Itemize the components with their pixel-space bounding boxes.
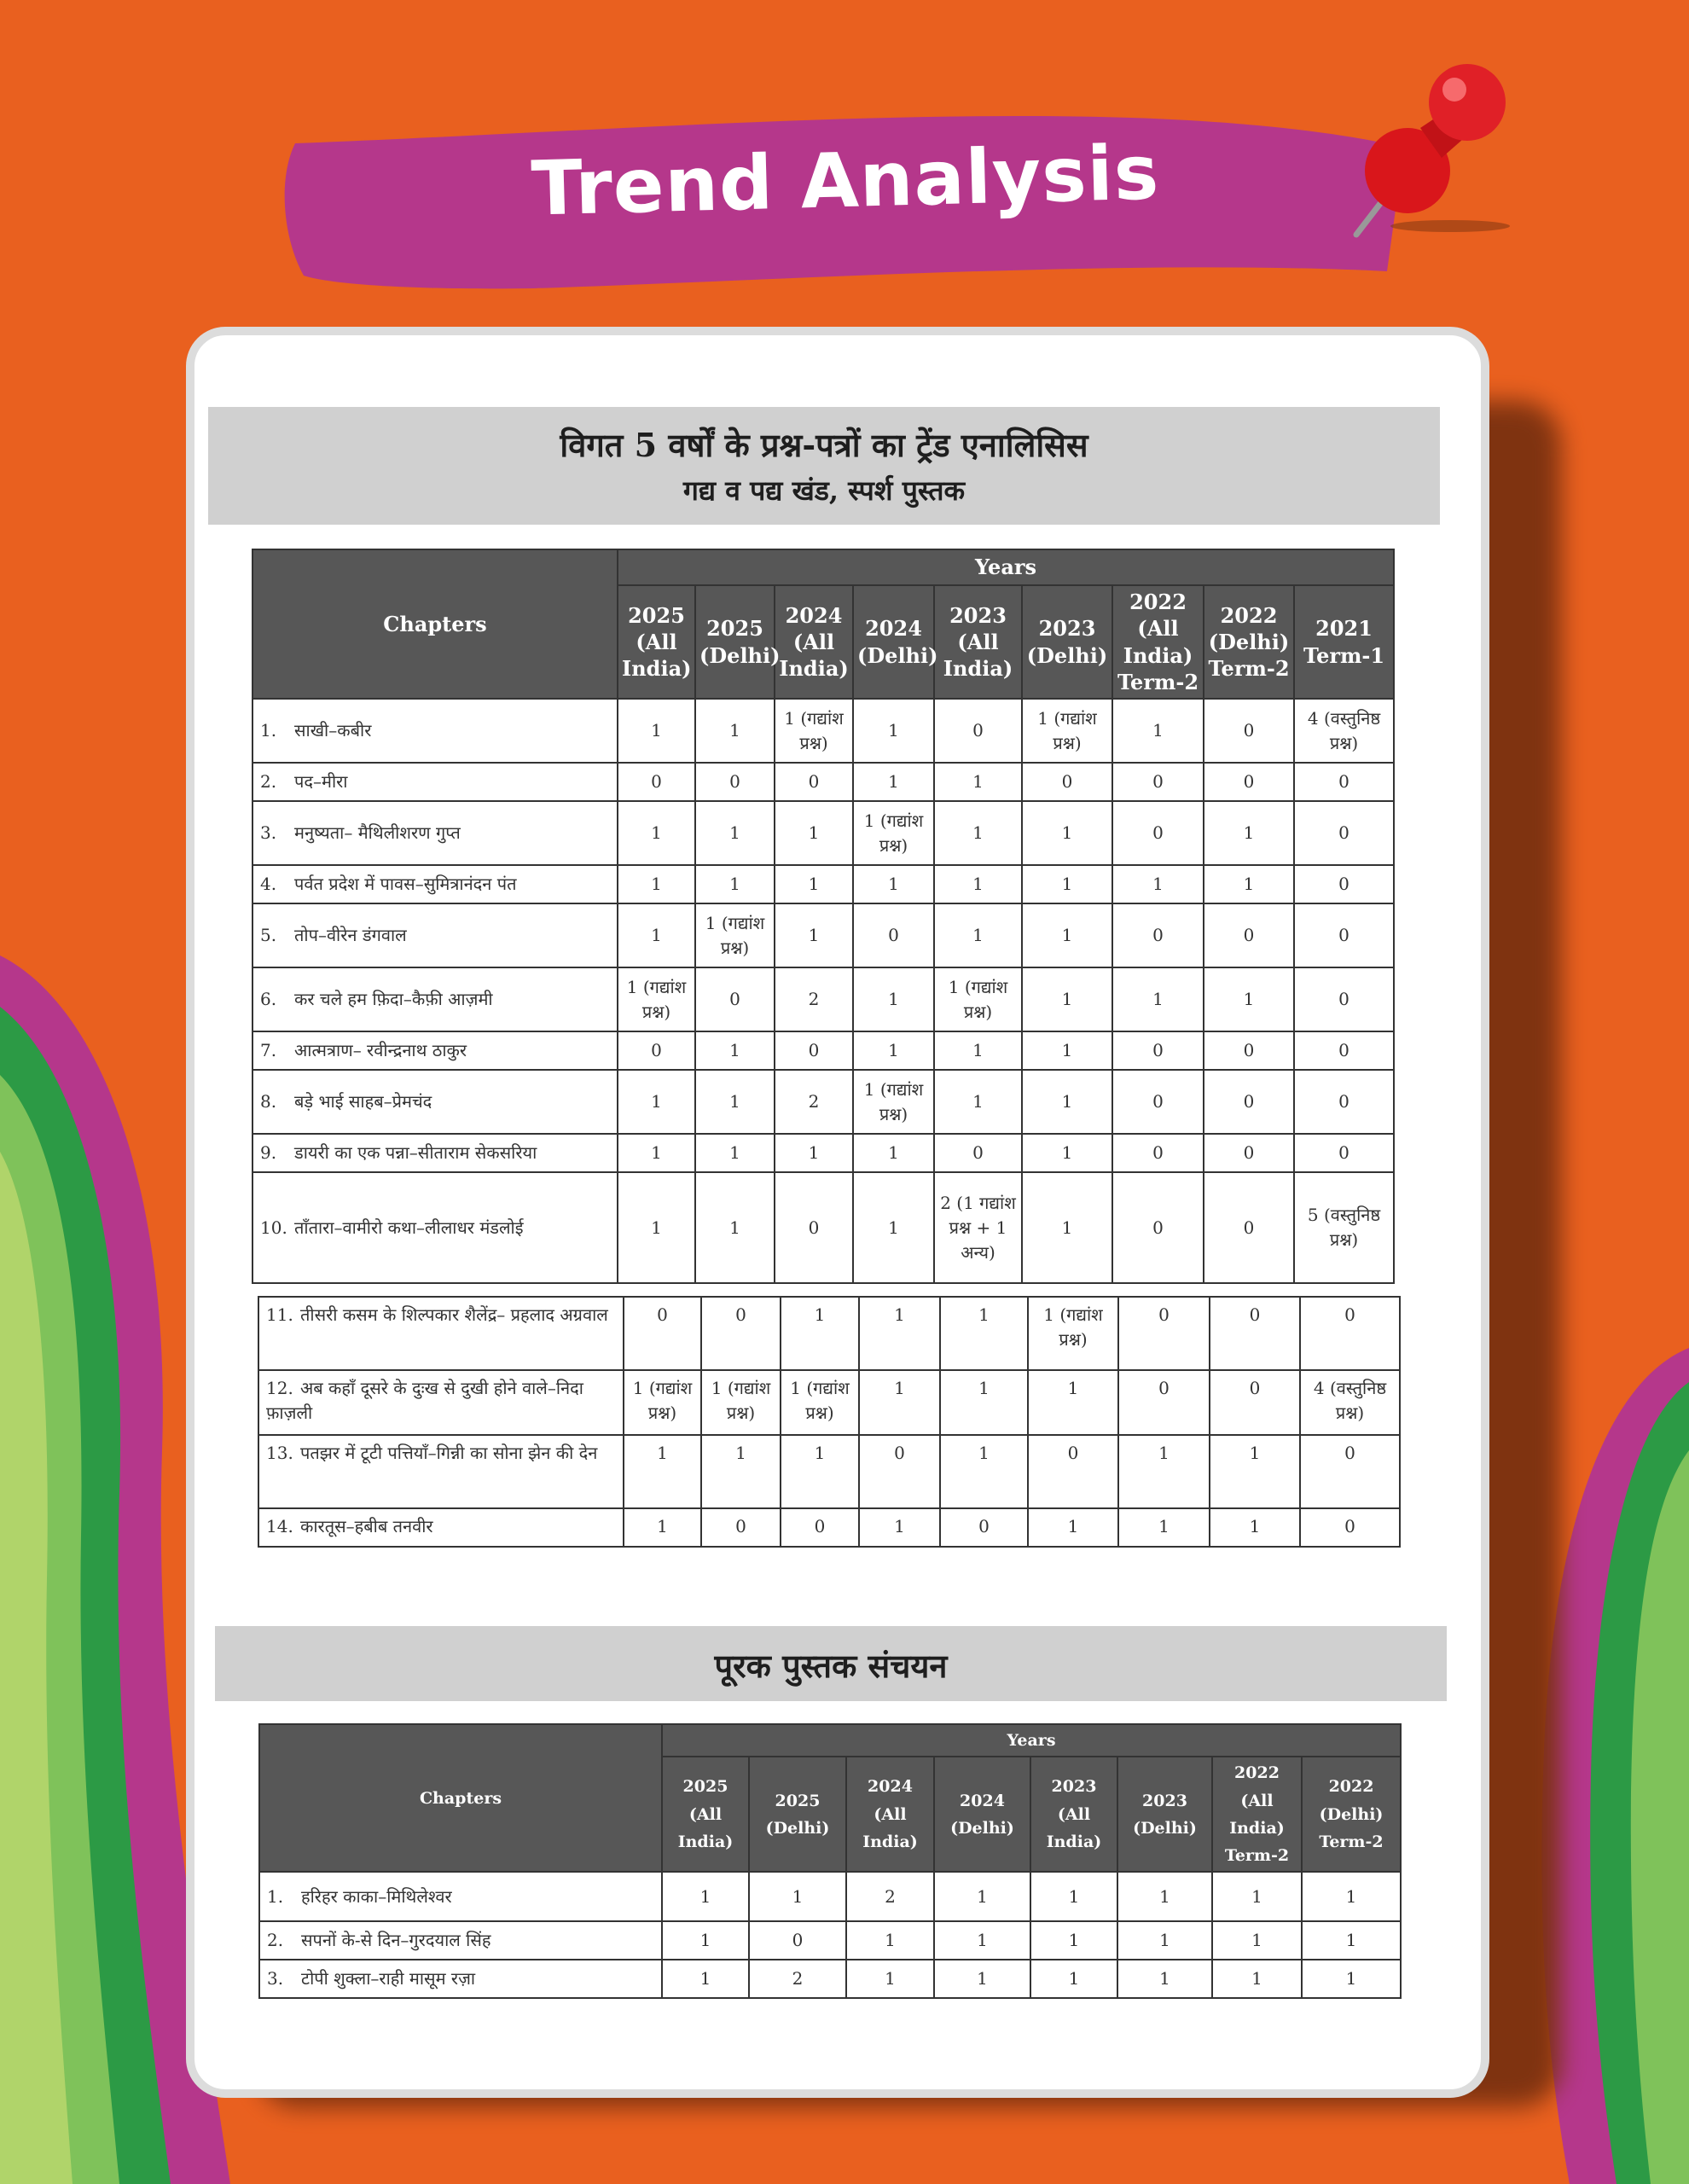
value-cell: 1 xyxy=(1302,1921,1401,1960)
value-cell: 0 xyxy=(1294,903,1394,967)
value-cell: 1 xyxy=(1022,1172,1112,1283)
year-header: 2022 (All India) Term-2 xyxy=(1212,1757,1302,1872)
chapter-cell xyxy=(252,1134,618,1172)
value-cell: 1 xyxy=(695,1031,775,1070)
value-cell: 1 xyxy=(1028,1370,1118,1435)
value-cell: 1 xyxy=(695,1070,775,1134)
value-cell: 1 xyxy=(775,865,853,903)
value-cell: 1 xyxy=(853,1031,934,1070)
value-cell: 1 xyxy=(934,1031,1022,1070)
table-row xyxy=(252,801,1394,865)
value-cell: 1 xyxy=(1210,1435,1300,1508)
value-cell: 1 xyxy=(853,967,934,1031)
value-cell: 1 xyxy=(624,1435,701,1508)
value-cell: 1 (गद्यांश प्रश्न) xyxy=(853,1070,934,1134)
value-cell: 0 xyxy=(775,1031,853,1070)
value-cell: 0 xyxy=(775,1172,853,1283)
value-cell: 0 xyxy=(1210,1370,1300,1435)
value-cell: 0 xyxy=(1204,1134,1294,1172)
table-row xyxy=(252,1031,1394,1070)
trend-table-continued xyxy=(258,1296,1401,1548)
table-row xyxy=(258,1297,1400,1370)
chapter-name: कारतूस–हबीब तनवीर xyxy=(300,1516,433,1536)
chapters-header: Chapters xyxy=(252,549,618,699)
value-cell: 0 xyxy=(1300,1435,1400,1508)
value-cell: 1 (गद्यांश प्रश्न) xyxy=(781,1370,859,1435)
value-cell: 1 xyxy=(1212,1872,1302,1921)
year-header: 2024 (All India) xyxy=(775,585,853,699)
chapter-cell xyxy=(258,1508,624,1547)
value-cell: 1 xyxy=(1118,1435,1210,1508)
value-cell: 0 xyxy=(1204,903,1294,967)
value-cell: 1 xyxy=(1030,1960,1117,1998)
value-cell: 1 xyxy=(1022,865,1112,903)
supplementary-table xyxy=(258,1723,1402,1999)
value-cell: 1 xyxy=(1210,1508,1300,1547)
value-cell: 2 xyxy=(775,1070,853,1134)
chapter-name: ताँतारा–वामीरो कथा–लीलाधर मंडलोई xyxy=(294,1217,524,1238)
value-cell: 1 xyxy=(853,1134,934,1172)
chapter-name: पद–मीरा xyxy=(294,771,348,792)
value-cell: 1 xyxy=(1302,1872,1401,1921)
value-cell: 0 xyxy=(624,1297,701,1370)
chapter-name: हरिहर काका–मिथिलेश्वर xyxy=(301,1885,452,1907)
value-cell: 1 xyxy=(662,1960,749,1998)
value-cell: 0 xyxy=(1028,1435,1118,1508)
value-cell: 1 (गद्यांश प्रश्न) xyxy=(775,699,853,763)
table-row xyxy=(252,865,1394,903)
value-cell: 1 xyxy=(1117,1872,1212,1921)
year-header: 2024 (Delhi) xyxy=(853,585,934,699)
chapter-number: 9. xyxy=(260,1142,277,1163)
chapter-cell xyxy=(252,1172,618,1283)
section-heading-trend xyxy=(208,407,1440,525)
value-cell: 0 xyxy=(1294,865,1394,903)
value-cell: 1 xyxy=(934,903,1022,967)
value-cell: 1 xyxy=(695,801,775,865)
value-cell: 1 xyxy=(1022,967,1112,1031)
chapters-header: Chapters xyxy=(259,1724,662,1872)
chapter-name: कर चले हम फ़िदा–कैफ़ी आज़मी xyxy=(294,989,493,1009)
value-cell: 1 xyxy=(853,699,934,763)
value-cell: 1 xyxy=(618,801,695,865)
value-cell: 1 xyxy=(934,1872,1030,1921)
value-cell: 1 (गद्यांश प्रश्न) xyxy=(618,967,695,1031)
value-cell: 1 xyxy=(859,1297,940,1370)
value-cell: 1 xyxy=(618,1134,695,1172)
value-cell: 1 xyxy=(662,1872,749,1921)
chapter-number: 5. xyxy=(260,925,277,945)
value-cell: 1 xyxy=(775,903,853,967)
table-row xyxy=(259,1921,1401,1960)
chapter-cell xyxy=(252,1031,618,1070)
value-cell: 1 xyxy=(846,1921,934,1960)
value-cell: 0 xyxy=(1112,801,1204,865)
value-cell: 1 xyxy=(775,1134,853,1172)
value-cell: 0 xyxy=(1204,1172,1294,1283)
value-cell: 1 (गद्यांश प्रश्न) xyxy=(1028,1297,1118,1370)
value-cell: 0 xyxy=(695,967,775,1031)
year-header: 2024 (Delhi) xyxy=(934,1757,1030,1872)
chapter-name: तोप–वीरेन डंगवाल xyxy=(294,925,407,945)
value-cell: 1 (गद्यांश प्रश्न) xyxy=(701,1370,781,1435)
value-cell: 1 xyxy=(1030,1872,1117,1921)
chapter-number: 2. xyxy=(260,771,277,792)
value-cell: 1 xyxy=(934,1921,1030,1960)
value-cell: 1 xyxy=(618,865,695,903)
value-cell: 0 xyxy=(1112,1031,1204,1070)
year-header: 2024 (All India) xyxy=(846,1757,934,1872)
value-cell: 1 xyxy=(940,1370,1028,1435)
value-cell: 0 xyxy=(749,1921,846,1960)
year-header: 2021 Term-1 xyxy=(1294,585,1394,699)
table-row xyxy=(258,1508,1400,1547)
chapter-number: 11. xyxy=(266,1304,293,1325)
year-header: 2025 (Delhi) xyxy=(695,585,775,699)
value-cell: 1 xyxy=(695,865,775,903)
chapter-cell xyxy=(252,699,618,763)
value-cell: 1 xyxy=(1204,967,1294,1031)
chapter-name: टोपी शुक्ला–राही मासूम रज़ा xyxy=(301,1968,476,1989)
chapter-cell xyxy=(259,1921,662,1960)
year-header: 2022 (Delhi) Term-2 xyxy=(1302,1757,1401,1872)
chapter-name: सपनों के-से दिन–गुरदयाल सिंह xyxy=(301,1930,491,1951)
table-row xyxy=(252,967,1394,1031)
value-cell: 1 xyxy=(940,1297,1028,1370)
table-row xyxy=(252,699,1394,763)
value-cell: 1 xyxy=(1117,1921,1212,1960)
value-cell: 1 xyxy=(749,1872,846,1921)
value-cell: 0 xyxy=(1112,1134,1204,1172)
value-cell: 1 (गद्यांश प्रश्न) xyxy=(934,967,1022,1031)
chapter-cell xyxy=(258,1370,624,1435)
value-cell: 1 xyxy=(1028,1508,1118,1547)
chapter-cell xyxy=(252,763,618,801)
section-title: पूरक पुस्तक संचयन xyxy=(714,1647,948,1685)
value-cell: 0 xyxy=(1118,1297,1210,1370)
chapter-cell xyxy=(259,1960,662,1998)
value-cell: 0 xyxy=(1022,763,1112,801)
value-cell: 0 xyxy=(775,763,853,801)
trend-table xyxy=(252,549,1395,1284)
value-cell: 0 xyxy=(618,763,695,801)
value-cell: 0 xyxy=(618,1031,695,1070)
table-row xyxy=(252,1172,1394,1283)
value-cell: 0 xyxy=(940,1508,1028,1547)
value-cell: 0 xyxy=(1294,1134,1394,1172)
value-cell: 1 xyxy=(781,1435,859,1508)
chapter-name: आत्मत्राण– रवीन्द्रनाथ ठाकुर xyxy=(294,1040,467,1060)
value-cell: 1 xyxy=(934,865,1022,903)
value-cell: 1 xyxy=(859,1508,940,1547)
value-cell: 1 xyxy=(934,1070,1022,1134)
value-cell: 0 xyxy=(1300,1508,1400,1547)
value-cell: 1 xyxy=(1204,865,1294,903)
chapter-name: साखी–कबीर xyxy=(294,720,372,741)
value-cell: 2 (1 गद्यांश प्रश्न + 1 अन्य) xyxy=(934,1172,1022,1283)
table-row xyxy=(252,1134,1394,1172)
value-cell: 1 (गद्यांश प्रश्न) xyxy=(1022,699,1112,763)
value-cell: 1 xyxy=(934,801,1022,865)
value-cell: 0 xyxy=(1294,967,1394,1031)
chapter-name: डायरी का एक पन्ना–सीताराम सेकसरिया xyxy=(294,1142,537,1163)
chapter-cell xyxy=(252,903,618,967)
chapter-number: 12. xyxy=(266,1378,293,1398)
table-row xyxy=(252,1070,1394,1134)
value-cell: 1 xyxy=(662,1921,749,1960)
value-cell: 4 (वस्तुनिष्ठ प्रश्न) xyxy=(1294,699,1394,763)
chapter-cell xyxy=(252,865,618,903)
value-cell: 0 xyxy=(1204,1031,1294,1070)
chapter-number: 7. xyxy=(260,1040,277,1060)
value-cell: 1 xyxy=(940,1435,1028,1508)
value-cell: 0 xyxy=(781,1508,859,1547)
page-title: Trend Analysis xyxy=(530,128,1161,233)
value-cell: 0 xyxy=(1294,763,1394,801)
value-cell: 1 xyxy=(701,1435,781,1508)
value-cell: 0 xyxy=(1112,1172,1204,1283)
chapter-number: 13. xyxy=(266,1443,293,1463)
value-cell: 1 xyxy=(1022,1070,1112,1134)
section-heading-supplementary xyxy=(215,1626,1447,1701)
chapter-number: 1. xyxy=(267,1885,284,1907)
value-cell: 2 xyxy=(749,1960,846,1998)
chapter-name: मनुष्यता– मैथिलीशरण गुप्त xyxy=(294,822,461,843)
value-cell: 1 xyxy=(695,699,775,763)
value-cell: 1 xyxy=(1117,1960,1212,1998)
value-cell: 1 xyxy=(618,699,695,763)
chapter-number: 1. xyxy=(260,720,277,741)
value-cell: 0 xyxy=(1112,763,1204,801)
chapter-number: 4. xyxy=(260,874,277,894)
section-subtitle: गद्य व पद्य खंड, स्पर्श पुस्तक xyxy=(682,474,966,507)
chapter-name: पर्वत प्रदेश में पावस–सुमित्रानंदन पंत xyxy=(294,874,517,894)
value-cell: 1 xyxy=(775,801,853,865)
year-header: 2023 (Delhi) xyxy=(1022,585,1112,699)
years-header: Years xyxy=(618,549,1394,585)
chapter-name: तीसरी कसम के शिल्पकार शैलेंद्र– प्रहलाद अग्रवाल xyxy=(300,1304,608,1325)
value-cell: 0 xyxy=(1204,763,1294,801)
value-cell: 0 xyxy=(934,699,1022,763)
value-cell: 4 (वस्तुनिष्ठ प्रश्न) xyxy=(1300,1370,1400,1435)
value-cell: 1 (गद्यांश प्रश्न) xyxy=(624,1370,701,1435)
table-row xyxy=(258,1435,1400,1508)
year-header: 2022 (Delhi) Term-2 xyxy=(1204,585,1294,699)
value-cell: 0 xyxy=(934,1134,1022,1172)
value-cell: 0 xyxy=(1300,1297,1400,1370)
value-cell: 0 xyxy=(1294,1031,1394,1070)
value-cell: 1 xyxy=(853,865,934,903)
value-cell: 1 xyxy=(1302,1960,1401,1998)
value-cell: 0 xyxy=(853,903,934,967)
value-cell: 1 xyxy=(853,763,934,801)
chapter-cell xyxy=(258,1297,624,1370)
value-cell: 1 xyxy=(1022,1134,1112,1172)
value-cell: 1 xyxy=(618,1172,695,1283)
value-cell: 1 xyxy=(781,1297,859,1370)
value-cell: 5 (वस्तुनिष्ठ प्रश्न) xyxy=(1294,1172,1394,1283)
value-cell: 1 xyxy=(1118,1508,1210,1547)
value-cell: 1 xyxy=(1112,967,1204,1031)
value-cell: 1 xyxy=(1212,1921,1302,1960)
chapter-number: 10. xyxy=(260,1217,287,1238)
value-cell: 1 xyxy=(1204,801,1294,865)
value-cell: 0 xyxy=(1204,699,1294,763)
chapter-cell xyxy=(259,1872,662,1921)
value-cell: 0 xyxy=(1204,1070,1294,1134)
table-row xyxy=(259,1960,1401,1998)
chapter-number: 3. xyxy=(260,822,277,843)
chapter-name: अब कहाँ दूसरे के दुःख से दुखी होने वाले–निदा फ़ाज़ली xyxy=(266,1378,583,1423)
value-cell: 2 xyxy=(775,967,853,1031)
year-header: 2025 (Delhi) xyxy=(749,1757,846,1872)
value-cell: 1 (गद्यांश प्रश्न) xyxy=(695,903,775,967)
value-cell: 0 xyxy=(1112,903,1204,967)
chapter-number: 6. xyxy=(260,989,277,1009)
value-cell: 1 xyxy=(1022,1031,1112,1070)
value-cell: 1 xyxy=(1112,865,1204,903)
value-cell: 0 xyxy=(1118,1370,1210,1435)
value-cell: 1 xyxy=(618,1070,695,1134)
table-row xyxy=(258,1370,1400,1435)
chapter-cell xyxy=(258,1435,624,1508)
value-cell: 1 xyxy=(618,903,695,967)
chapter-cell xyxy=(252,967,618,1031)
section-title: विगत 5 वर्षों के प्रश्न-पत्रों का ट्रेंड एनालिसिस xyxy=(560,426,1088,464)
value-cell: 0 xyxy=(695,763,775,801)
year-header: 2025 (All India) xyxy=(618,585,695,699)
chapter-cell xyxy=(252,801,618,865)
value-cell: 1 xyxy=(846,1960,934,1998)
chapter-number: 14. xyxy=(266,1516,293,1536)
value-cell: 1 xyxy=(1030,1921,1117,1960)
value-cell: 1 xyxy=(1212,1960,1302,1998)
value-cell: 1 xyxy=(695,1134,775,1172)
chapter-number: 8. xyxy=(260,1091,277,1112)
year-header: 2023 (Delhi) xyxy=(1117,1757,1212,1872)
value-cell: 0 xyxy=(1294,1070,1394,1134)
table-row xyxy=(259,1872,1401,1921)
value-cell: 1 xyxy=(624,1508,701,1547)
value-cell: 1 xyxy=(853,1172,934,1283)
value-cell: 0 xyxy=(701,1508,781,1547)
value-cell: 1 xyxy=(934,1960,1030,1998)
chapter-name: बड़े भाई साहब–प्रेमचंद xyxy=(294,1091,432,1112)
value-cell: 1 xyxy=(1112,699,1204,763)
chapter-name: पतझर में टूटी पत्तियाँ–गिन्नी का सोना झेन की देन xyxy=(300,1443,598,1463)
year-header: 2023 (All India) xyxy=(1030,1757,1117,1872)
year-header: 2022 (All India) Term-2 xyxy=(1112,585,1204,699)
year-header: 2025 (All India) xyxy=(662,1757,749,1872)
year-header: 2023 (All India) xyxy=(934,585,1022,699)
value-cell: 1 xyxy=(1022,903,1112,967)
value-cell: 0 xyxy=(859,1435,940,1508)
value-cell: 1 xyxy=(859,1370,940,1435)
chapter-number: 3. xyxy=(267,1968,284,1989)
value-cell: 2 xyxy=(846,1872,934,1921)
push-pin-icon xyxy=(1339,51,1510,247)
table-row xyxy=(252,903,1394,967)
value-cell: 1 xyxy=(1022,801,1112,865)
value-cell: 0 xyxy=(1112,1070,1204,1134)
table-row xyxy=(252,763,1394,801)
value-cell: 1 xyxy=(695,1172,775,1283)
value-cell: 1 xyxy=(934,763,1022,801)
value-cell: 1 (गद्यांश प्रश्न) xyxy=(853,801,934,865)
chapter-number: 2. xyxy=(267,1930,284,1951)
value-cell: 0 xyxy=(1210,1297,1300,1370)
years-header: Years xyxy=(662,1724,1401,1757)
value-cell: 0 xyxy=(1294,801,1394,865)
value-cell: 0 xyxy=(701,1297,781,1370)
chapter-cell xyxy=(252,1070,618,1134)
